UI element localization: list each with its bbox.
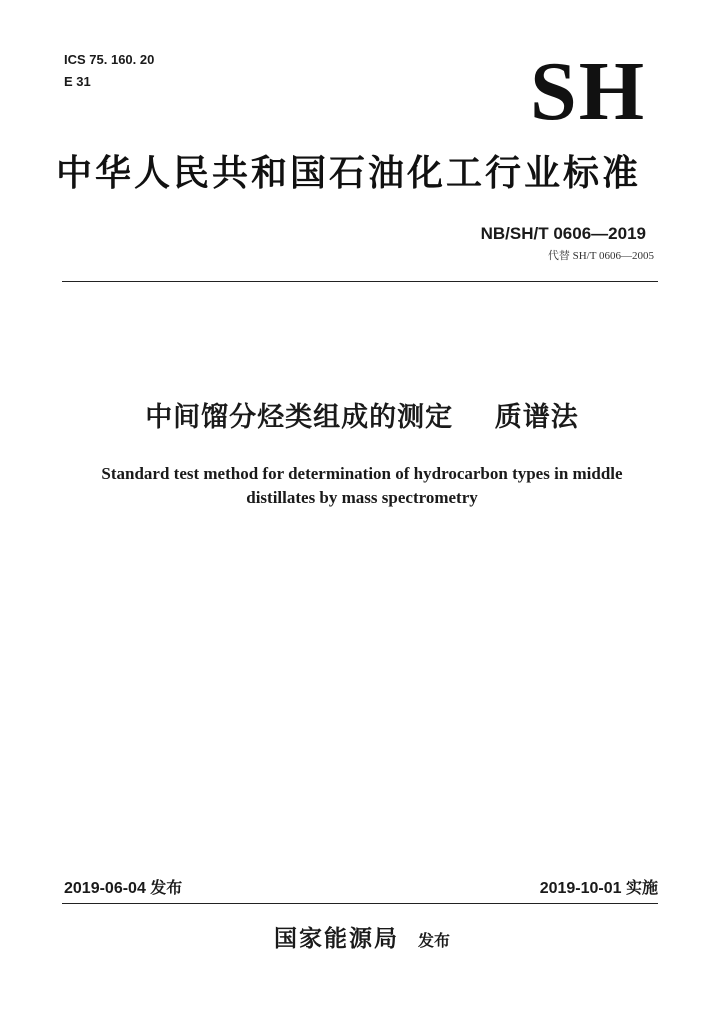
issue-date: 2019-06-04 发布 (64, 880, 183, 897)
publish-label: 发布 (418, 931, 451, 950)
top-divider (62, 281, 658, 282)
publisher-name: 国家能源局 (273, 926, 399, 952)
standard-number: NB/SH/T 0606—2019 (480, 224, 646, 243)
bottom-divider (62, 903, 658, 904)
classification-code: E 31 (64, 74, 91, 89)
publisher-line (0, 924, 724, 956)
sh-logo: SH (530, 45, 647, 138)
ics-code: ICS 75. 160. 20 (64, 52, 155, 67)
replaces-standard: 代替 SH/T 0606—2005 (547, 250, 654, 262)
industry-standard-title: 中华人民共和国石油化工行业标准 (56, 153, 642, 194)
implementation-date: 2019-10-01 实施 (539, 880, 658, 897)
document-title-chinese: 中间馏分烃类组成的测定 质谱法 (145, 402, 579, 433)
document-title-english: Standard test method for determination of hydrocarbon types in middle distillates by mass spectrometry (101, 464, 623, 507)
